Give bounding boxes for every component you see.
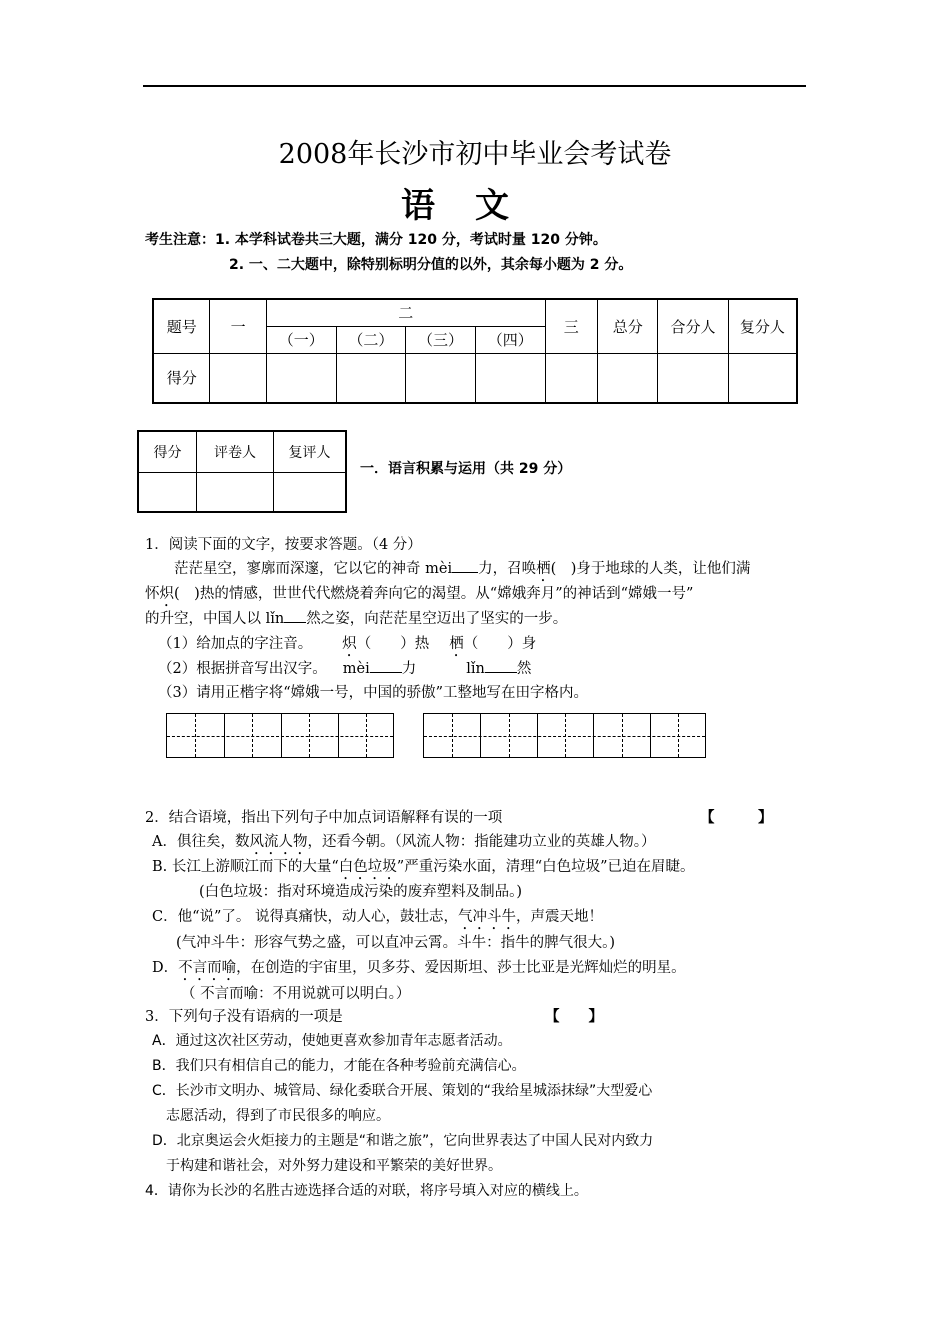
score-col-3: 三	[545, 299, 597, 353]
grader-box	[137, 430, 347, 513]
score-table	[152, 298, 798, 404]
score-col-combiner: 合分人	[658, 299, 728, 353]
notice-text-1: 1. 本学科试卷共三大题，满分 120 分，考试时量 120 分钟。	[215, 232, 607, 248]
q2-text: ”严重污染水面，清理“白色垃圾”已迫在眉睫。	[396, 859, 695, 875]
writing-grid-right[interactable]	[423, 713, 706, 758]
q3-option-d-line-2: 于构建和谐社会，对外努力建设和平繁荣的美好世界。	[166, 1158, 502, 1174]
score-cell[interactable]	[728, 353, 797, 403]
q2-text: ，在创造的宇宙里，贝多芬、爱因斯坦、莎士比亚是光辉灿烂的明星。	[236, 960, 686, 976]
q1-para-line-3	[145, 607, 567, 628]
q2-stem: 2．结合语境，指出下列句子中加点词语解释有误的一项	[145, 810, 503, 826]
q1-dotted-char: 炽	[159, 586, 174, 602]
grader-cell[interactable]	[138, 472, 197, 512]
q1-para-line-2	[145, 582, 693, 610]
q1-dotted-char: 炽	[342, 636, 357, 652]
score-col-total: 总分	[598, 299, 658, 353]
q2-text: A．俱往矣，数	[152, 834, 250, 850]
score-cell[interactable]	[475, 353, 545, 403]
section-1-title: 一．语言积累与运用（共 29 分）	[360, 461, 572, 477]
q1-text: ( )热的情感，世世代代燃烧着奔向它的渴望。从“嫦娥奔月”的神话到“嫦娥一号”	[174, 586, 694, 602]
score-col-2: 二	[266, 299, 545, 326]
top-rule	[143, 85, 806, 87]
q2-dotted-word: 风流人物	[249, 834, 308, 850]
score-sub-4: （四）	[475, 326, 545, 353]
q2-option-b-note: (白色垃圾：指对环境造成污染的废弃塑料及制品。)	[199, 884, 523, 900]
q1-text: ( )身于地球的人类，让他们满	[550, 561, 751, 577]
q1-sub-text: 然	[516, 661, 532, 677]
q2-dotted-word: 白色垃圾	[338, 859, 397, 875]
q1-text: 茫茫星空，寥廓而深邃，它以它的神奇 mèi	[174, 561, 453, 577]
q2-text: ，还看今朝。（风流人物：指能建功立业的英雄人物。）	[307, 834, 656, 850]
score-cell[interactable]	[210, 353, 266, 403]
score-table-row-label: 得分	[153, 353, 210, 403]
q3-option-c-line-1: C．长沙市文明办、城管局、绿化委联合开展、策划的“我给星城添抹绿”大型爱心	[152, 1083, 653, 1099]
q1-dotted-char: 栖	[536, 561, 551, 577]
q1-answer-slot[interactable]: （ ）热	[356, 636, 430, 652]
score-sub-3: （三）	[406, 326, 476, 353]
grader-rechecker-label: 复评人	[274, 431, 347, 472]
score-cell[interactable]	[266, 353, 336, 403]
q3-option-a: A．通过这次社区劳动，使她更喜欢参加青年志愿者活动。	[152, 1033, 512, 1049]
notice-line-2: 2. 一、二大题中，除特别标明分值的以外，其余每小题为 2 分。	[229, 257, 633, 273]
q1-blank[interactable]	[485, 672, 517, 673]
q1-dotted-char: 栖	[449, 636, 464, 652]
grader-cell[interactable]	[274, 472, 347, 512]
q1-text: 的升空，中国人以 lǐn	[145, 611, 285, 627]
q1-stem: 1．阅读下面的文字，按要求答题。（4 分）	[145, 537, 422, 553]
q1-sub-3: （3）请用正楷字将“嫦娥一号，中国的骄傲”工整地写在田字格内。	[158, 685, 589, 701]
score-cell[interactable]	[598, 353, 658, 403]
q1-text: 力，召唤	[478, 561, 537, 577]
q2-text: D．	[152, 960, 179, 976]
q2-text: B. 长江上游顺江而下的大量“	[152, 859, 339, 875]
q1-text: 然之姿，向茫茫星空迈出了坚实的一步。	[306, 611, 568, 627]
q1-answer-slot[interactable]: （ ）身	[463, 636, 537, 652]
q1-sub-text: mèi	[342, 661, 370, 677]
q1-sub-text: 力	[401, 661, 417, 677]
q3-answer-bracket[interactable]: 【 】	[545, 1008, 603, 1025]
notice-label: 考生注意：	[145, 232, 215, 248]
grader-cell[interactable]	[197, 472, 274, 512]
grader-reviewer-label: 评卷人	[197, 431, 274, 472]
exam-title: 2008年长沙市初中毕业会考试卷	[278, 139, 672, 170]
q2-answer-bracket[interactable]: 【 】	[700, 809, 773, 826]
q2-dotted-word: 气冲斗牛	[458, 909, 517, 925]
q1-blank[interactable]	[284, 622, 306, 623]
q1-sub-text: （1）给加点的字注音。	[158, 636, 313, 652]
score-col-rechecker: 复分人	[728, 299, 797, 353]
q2-text: C．他“说”了。 说得真痛快，动人心，鼓壮志，	[152, 909, 459, 925]
q1-para-line-1	[174, 557, 750, 585]
q3-option-c-line-2: 志愿活动，得到了市民很多的响应。	[166, 1108, 390, 1124]
notice-line-1	[145, 229, 607, 249]
q2-option-b	[152, 855, 695, 883]
q3-option-b: B．我们只有相信自己的能力，才能在各种考验前充满信心。	[152, 1058, 526, 1074]
q1-blank[interactable]	[452, 572, 478, 573]
subject-title: 语文	[401, 186, 549, 226]
grader-score-label: 得分	[138, 431, 197, 472]
q2-option-c	[152, 905, 603, 933]
q2-text: ，声震天地！	[516, 909, 604, 925]
score-col-1: 一	[210, 299, 266, 353]
q1-text: 怀	[145, 586, 160, 602]
score-cell[interactable]	[545, 353, 597, 403]
q2-dotted-word: 不言而喻	[178, 960, 237, 976]
q2-option-d-note: （ 不言而喻：不用说就可以明白。）	[181, 986, 411, 1002]
writing-grid-left[interactable]	[166, 713, 394, 758]
q1-sub-2	[158, 657, 531, 678]
score-cell[interactable]	[336, 353, 406, 403]
q1-sub-1	[158, 632, 536, 660]
score-sub-2: （二）	[336, 326, 406, 353]
score-cell[interactable]	[406, 353, 476, 403]
q2-option-c-note: (气冲斗牛：形容气势之盛，可以直冲云霄。斗牛：指牛的脾气很大。)	[176, 935, 616, 951]
q1-blank[interactable]	[370, 672, 402, 673]
q4-stem: 4．请你为长沙的名胜古迹选择合适的对联，将序号填入对应的横线上。	[145, 1183, 588, 1199]
score-table-header-label: 题号	[153, 299, 210, 353]
q1-sub-text: （2）根据拼音写出汉字。	[158, 661, 327, 677]
q3-stem: 3．下列句子没有语病的一项是	[145, 1009, 343, 1025]
q2-option-d	[152, 956, 686, 984]
q2-option-a	[152, 830, 655, 858]
q1-sub-text: lǐn	[466, 661, 485, 677]
score-cell[interactable]	[658, 353, 728, 403]
q3-option-d-line-1: D．北京奥运会火炬接力的主题是“和谐之旅”，它向世界表达了中国人民对内致力	[152, 1133, 654, 1149]
score-sub-1: （一）	[266, 326, 336, 353]
